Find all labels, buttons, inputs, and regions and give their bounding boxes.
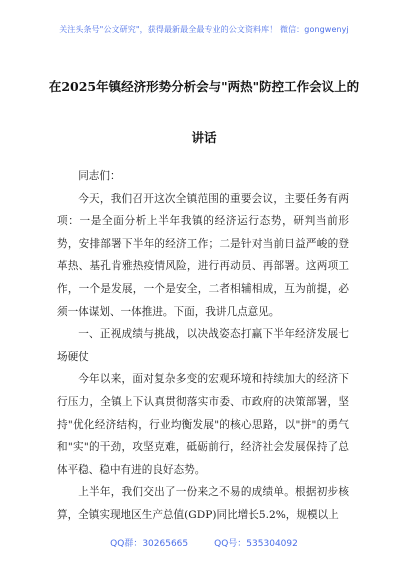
promo-banner: 关注头条号"公文研究"，获得最新最全最专业的公文资料库！ 微信：gongwenyj	[59, 25, 349, 34]
paragraph-results: 上半年，我们交出了一份来之不易的成绩单。根据初步核算，全镇实现地区生产总值(GDP)同比增长5.2%，规模以上	[57, 486, 349, 521]
qq-group-text: QQ群：30265665	[110, 539, 189, 549]
document-title-line-1: 在2025年镇经济形势分析会与"两热"防控工作会议上的	[48, 79, 360, 94]
document-body	[57, 165, 349, 527]
qq-number-text: QQ号：535304092	[214, 539, 298, 549]
paragraph-intro: 今天，我们召开这次全镇范围的重要会议，主要任务有两项：一是全面分析上半年我镇的经济运行态势，研判当前形势，安排部署下半年的经济工作；二是针对当前日益严峻的登革热、基孔肯雅热疫情风险，进行再动员、再部署。这两项工作，一个是发展，一个是安全，二者相辅相成，互为前提，必须一体谋划、一体推进。下面，我讲几点意见。	[57, 192, 349, 318]
salutation: 同志们：	[78, 170, 121, 182]
paragraph-economy: 今年以来，面对复杂多变的宏观环境和持续加大的经济下行压力，全镇上下认真贯彻落实市委、市政府的决策部署，坚持"优化经济结构，行业均衡发展"的核心思路，以"拼"的勇气和"实"的干劲，攻坚克难，砥砺前行，经济社会发展保持了总体平稳、稳中有进的良好态势。	[57, 373, 349, 476]
section-heading-1: 一、正视成绩与挑战，以决战姿态打赢下半年经济发展七场硬仗	[57, 328, 349, 363]
contact-footer	[0, 536, 408, 549]
document-title-line-2: 讲话	[191, 130, 217, 145]
